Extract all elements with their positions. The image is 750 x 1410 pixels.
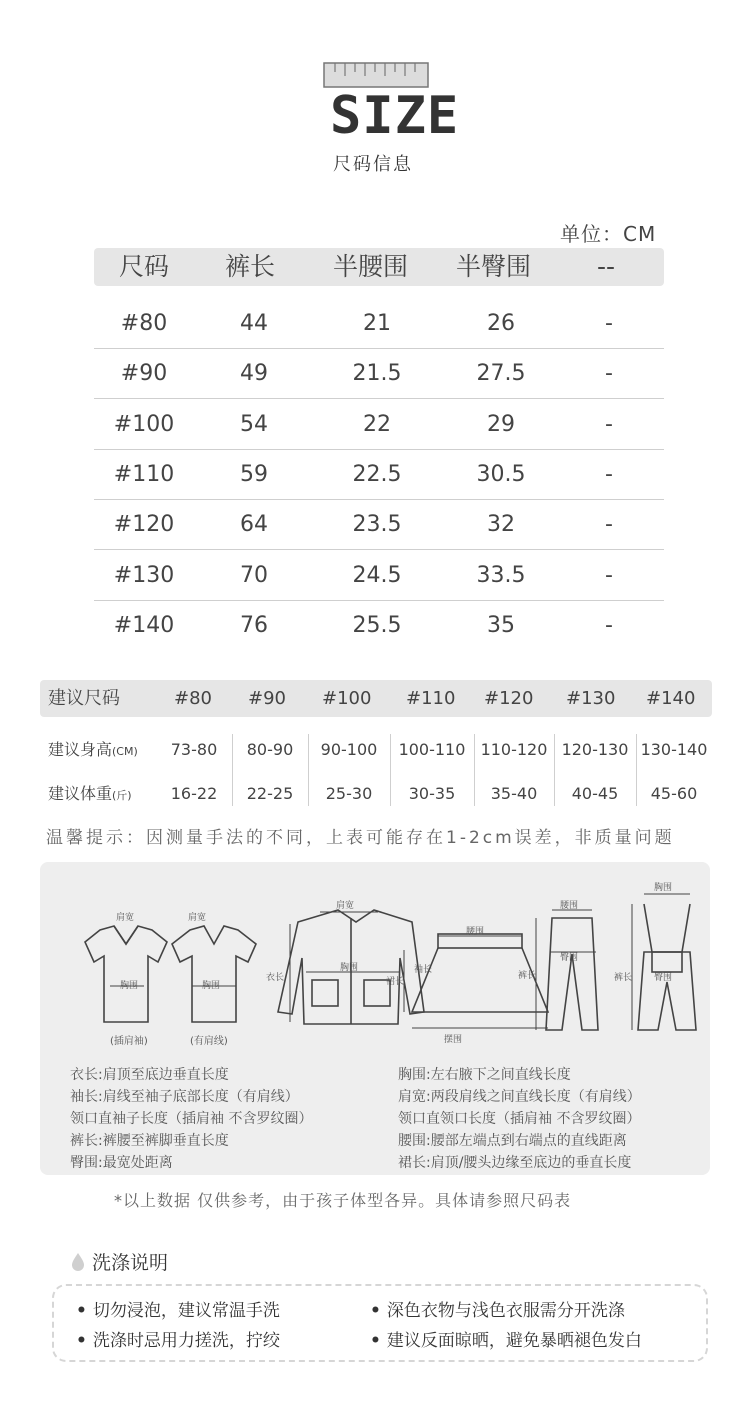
table-cell: -	[605, 311, 613, 336]
svg-text:胸围: 胸围	[654, 883, 673, 893]
table-cell: 22.5	[352, 461, 402, 487]
svg-text:肩宽: 肩宽	[188, 913, 207, 923]
table-cell: -	[605, 512, 613, 538]
header-size: 尺码	[119, 252, 170, 281]
weight-value: 16-22	[170, 784, 218, 803]
table-cell: #90	[120, 361, 168, 387]
weight-value: 35-40	[490, 784, 538, 803]
suggest-table-header	[40, 680, 712, 717]
overalls-icon	[632, 894, 696, 1030]
wash-instructions-box	[52, 1284, 708, 1362]
table-cell: 26	[487, 311, 515, 336]
svg-text:臀围: 臀围	[654, 973, 673, 983]
table-cell: 59	[240, 461, 268, 487]
column-divider	[232, 734, 233, 806]
height-value: 130-140	[640, 740, 708, 759]
definition-item: 肩宽:两段肩线之间直线长度（有肩线）	[398, 1089, 641, 1105]
table-cell: 25.5	[352, 612, 402, 638]
table-cell: 44	[240, 311, 268, 336]
table-cell: -	[605, 411, 613, 437]
table-cell: #80	[120, 311, 168, 336]
table-cell: 21	[363, 311, 391, 336]
bullet-icon: •	[370, 1331, 381, 1351]
wash-item: • 建议反面晾晒，避免暴晒褪色发白	[370, 1331, 642, 1351]
column-divider	[474, 734, 475, 806]
svg-text:肩宽: 肩宽	[336, 901, 355, 911]
table-cell: #130	[113, 562, 175, 588]
measurement-tip: 温馨提示：因测量手法的不同，上表可能存在1-2cm误差，非质量问题	[46, 828, 675, 848]
skirt-icon	[404, 934, 548, 1028]
table-row	[94, 400, 664, 450]
bullet-icon: •	[370, 1301, 381, 1321]
table-cell: 29	[487, 411, 515, 437]
table-cell: #100	[113, 411, 175, 437]
definition-item: 领口直领口长度（插肩袖 不含罗纹圈）	[398, 1111, 641, 1127]
definition-item: 衣长:肩顶至底边垂直长度	[70, 1067, 229, 1083]
shoulder-tshirt-icon	[172, 926, 256, 1022]
definition-item: 裙长:肩顶/腰头边缘至底边的垂直长度	[398, 1155, 632, 1171]
height-value: 90-100	[320, 740, 378, 759]
weight-value: 45-60	[650, 784, 698, 803]
suggest-size: #130	[566, 688, 616, 709]
suggest-size-label: 建议尺码	[48, 688, 120, 709]
wash-item: • 洗涤时忌用力搓洗，拧绞	[76, 1331, 280, 1351]
definition-item: 臀围:最宽处距离	[70, 1155, 173, 1171]
bullet-icon: •	[76, 1301, 87, 1321]
weight-label: 建议体重(斤)	[48, 784, 132, 803]
suggest-size: #120	[484, 688, 534, 709]
table-cell: 22	[363, 411, 391, 437]
table-row	[94, 450, 664, 500]
size-table-header	[94, 248, 664, 286]
svg-text:腰围: 腰围	[466, 927, 485, 937]
table-cell: -	[605, 612, 613, 638]
table-cell: -	[605, 562, 613, 588]
table-cell: 49	[240, 361, 268, 387]
suggest-size: #140	[646, 688, 696, 709]
definition-item: 裤长:裤腰至裤脚垂直长度	[70, 1133, 229, 1149]
table-cell: #140	[113, 612, 175, 638]
suggest-height-row	[40, 729, 712, 771]
table-cell: 30.5	[476, 461, 526, 487]
svg-text:腰围: 腰围	[560, 901, 579, 911]
header-pants-length: 裤长	[225, 252, 276, 281]
column-divider	[636, 734, 637, 806]
label-shoulder: 肩宽	[116, 913, 135, 923]
wash-title: 洗涤说明	[70, 1248, 168, 1275]
header-extra: --	[597, 252, 616, 281]
table-cell: 27.5	[476, 361, 526, 387]
weight-value: 40-45	[571, 784, 619, 803]
definitions-right	[398, 1064, 641, 1174]
suggest-weight-row	[40, 773, 712, 815]
height-value: 80-90	[246, 740, 294, 759]
table-cell: #110	[113, 461, 175, 487]
label-raglan: (插肩袖)	[110, 1036, 148, 1047]
wash-item: • 深色衣物与浅色衣服需分开洗涤	[370, 1301, 625, 1321]
garment-diagrams	[40, 862, 710, 1062]
height-label: 建议身高(CM)	[48, 740, 138, 759]
disclaimer: *以上数据 仅供参考，由于孩子体型各异。具体请参照尺码表	[114, 1191, 572, 1210]
svg-text:臀围: 臀围	[560, 953, 579, 963]
definition-item: 领口直袖子长度（插肩袖 不含罗纹圈）	[70, 1111, 313, 1127]
column-divider	[390, 734, 391, 806]
table-cell: 54	[240, 411, 268, 437]
wash-item: • 切勿浸泡，建议常温手洗	[76, 1301, 280, 1321]
table-cell: 24.5	[352, 562, 402, 588]
definition-item: 袖长:肩线至袖子底部长度（有肩线）	[70, 1089, 299, 1105]
suggest-size: #80	[174, 688, 212, 709]
size-subtitle: 尺码信息	[333, 154, 413, 175]
table-row	[94, 551, 664, 601]
svg-text:摆围: 摆围	[444, 1035, 463, 1045]
svg-text:裤长: 裤长	[614, 973, 633, 983]
weight-value: 25-30	[325, 784, 373, 803]
table-row	[94, 500, 664, 550]
height-value: 120-130	[561, 740, 629, 759]
weight-value: 30-35	[408, 784, 456, 803]
svg-text:裙长: 裙长	[386, 977, 405, 987]
suggest-size: #90	[248, 688, 286, 709]
weight-value: 22-25	[246, 784, 294, 803]
table-row	[94, 601, 664, 651]
svg-text:(有肩线): (有肩线)	[190, 1036, 228, 1047]
header-half-waist: 半腰围	[333, 252, 409, 281]
height-value: 110-120	[480, 740, 548, 759]
table-cell: 32	[487, 512, 515, 538]
size-title: SIZE	[330, 86, 460, 146]
unit-label: 单位：CM	[560, 222, 657, 246]
column-divider	[554, 734, 555, 806]
table-cell: 21.5	[352, 361, 402, 387]
table-cell: 35	[487, 612, 515, 638]
svg-text:衣长: 衣长	[266, 973, 285, 983]
table-cell: -	[605, 461, 613, 487]
measurement-diagram-panel	[40, 862, 710, 1175]
raglan-tshirt-icon	[85, 926, 167, 1022]
definitions-left	[70, 1064, 312, 1174]
table-cell: 23.5	[352, 512, 402, 538]
table-row	[94, 299, 664, 349]
definition-item: 胸围:左右腋下之间直线长度	[398, 1067, 571, 1083]
svg-text:胸围: 胸围	[340, 963, 359, 973]
table-cell: 70	[240, 562, 268, 588]
bullet-icon: •	[76, 1331, 87, 1351]
label-chest: 胸围	[120, 981, 139, 991]
header-half-hip: 半臀围	[456, 252, 532, 281]
svg-text:裤长: 裤长	[518, 971, 537, 981]
svg-text:胸围: 胸围	[202, 981, 221, 991]
suggest-size: #110	[406, 688, 456, 709]
height-value: 100-110	[398, 740, 466, 759]
table-cell: -	[605, 361, 613, 387]
water-drop-icon	[70, 1252, 86, 1272]
ruler-icon	[323, 62, 429, 88]
svg-text:袖长: 袖长	[414, 965, 433, 975]
definition-item: 腰围:腰部左端点到右端点的直线距离	[398, 1133, 627, 1149]
table-cell: 64	[240, 512, 268, 538]
column-divider	[308, 734, 309, 806]
table-cell: #120	[113, 512, 175, 538]
table-cell: 76	[240, 612, 268, 638]
height-value: 73-80	[170, 740, 218, 759]
table-cell: 33.5	[476, 562, 526, 588]
suggest-size: #100	[322, 688, 372, 709]
table-row	[94, 349, 664, 399]
